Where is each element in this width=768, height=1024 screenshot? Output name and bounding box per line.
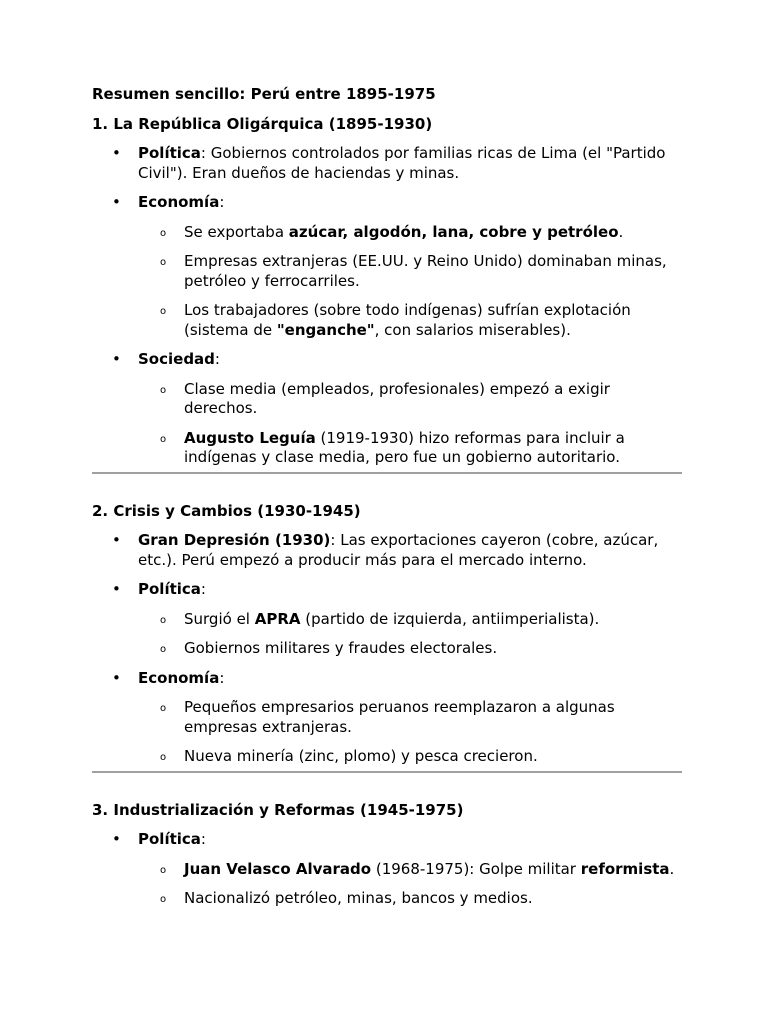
sub-list — [138, 223, 682, 341]
list-item — [92, 193, 682, 340]
item-text: Empresas extranjeras (EE.UU. y Reino Unido) dominaban minas, petróleo y ferrocarriles. — [184, 252, 667, 290]
section-heading: 1. La República Oligárquica (1895-1930) — [92, 114, 433, 133]
item-text: : — [219, 193, 225, 211]
sub-list-item — [138, 889, 682, 909]
section-1 — [92, 115, 682, 468]
section-3 — [92, 801, 682, 909]
item-label: Economía — [138, 193, 220, 211]
section-2 — [92, 502, 682, 767]
sub-list — [138, 610, 682, 659]
list-item — [92, 350, 682, 468]
sub-list-item — [138, 747, 682, 767]
item-text: : — [214, 350, 220, 368]
item-text: . — [669, 859, 675, 878]
sub-list-item — [138, 252, 682, 291]
bullet-list — [92, 830, 682, 909]
item-text: (partido de izquierda, antiimperialista). — [300, 609, 600, 628]
item-text: Gobiernos militares y fraudes electorales. — [184, 639, 498, 657]
item-text: Nueva minería (zinc, plomo) y pesca crecieron. — [184, 747, 538, 765]
item-text: : Gobiernos controlados por familias ricas de Lima (el "Partido Civil"). Eran dueños de haciendas y minas. — [138, 144, 666, 182]
item-emphasis: Juan Velasco Alvarado — [184, 859, 372, 878]
item-label: Sociedad — [138, 350, 215, 368]
item-label: Política — [138, 580, 201, 598]
sub-list — [138, 860, 682, 909]
list-item — [92, 669, 682, 767]
item-text: (1968-1975): Golpe militar — [371, 859, 581, 878]
bullet-list — [92, 531, 682, 767]
list-item — [92, 830, 682, 909]
item-label: Gran Depresión (1930) — [138, 531, 331, 549]
sub-list-item — [138, 860, 682, 880]
sub-list-item — [138, 380, 682, 419]
section-heading: 2. Crisis y Cambios (1930-1945) — [92, 501, 361, 520]
bullet-list — [92, 144, 682, 468]
item-text: Nacionalizó petróleo, minas, bancos y medios. — [184, 889, 533, 907]
item-label: Economía — [138, 668, 220, 687]
item-text: , con salarios miserables). — [374, 320, 571, 339]
item-text: : Las exportaciones cayeron (cobre, azúcar, etc.). Perú empezó a producir más para el mercado interno. — [138, 531, 659, 569]
item-text: Pequeños empresarios peruanos reemplazaron a algunas empresas extranjeras. — [184, 698, 615, 736]
sub-list-item — [138, 301, 682, 340]
list-item — [92, 531, 682, 570]
item-emphasis: "enganche" — [276, 320, 375, 339]
item-text: : — [219, 668, 225, 687]
section-heading: 3. Industrialización y Reformas (1945-1975) — [92, 800, 464, 819]
document-body — [92, 85, 682, 919]
list-item — [92, 144, 682, 183]
item-text: Los trabajadores (sobre todo indígenas) sufrían explotación (sistema de — [184, 301, 631, 339]
item-emphasis: reformista — [580, 859, 670, 878]
document-title: Resumen sencillo: Perú entre 1895-1975 — [92, 85, 436, 103]
item-emphasis: Augusto Leguía — [184, 428, 316, 447]
horizontal-divider — [92, 472, 682, 474]
sub-list-item — [138, 429, 682, 468]
item-label: Política — [138, 144, 201, 162]
item-text: Se exportaba — [184, 222, 289, 241]
item-text: : — [200, 580, 206, 598]
item-emphasis: azúcar, algodón, lana, cobre y petróleo — [288, 222, 619, 241]
item-text: (1919-1930) hizo reformas para incluir a indígenas y clase media, pero fue un gobierno autoritario. — [184, 428, 625, 466]
item-text: Surgió el — [184, 609, 255, 628]
horizontal-divider — [92, 771, 682, 773]
sub-list-item — [138, 639, 682, 659]
sub-list — [138, 380, 682, 468]
item-text: : — [200, 830, 206, 848]
item-emphasis: APRA — [254, 609, 301, 628]
sub-list-item — [138, 610, 682, 630]
item-text: . — [618, 222, 624, 241]
item-text: Clase media (empleados, profesionales) empezó a exigir derechos. — [184, 379, 610, 417]
list-item — [92, 580, 682, 659]
sub-list-item — [138, 698, 682, 737]
sub-list-item — [138, 223, 682, 243]
sub-list — [138, 698, 682, 767]
item-label: Política — [138, 830, 201, 848]
